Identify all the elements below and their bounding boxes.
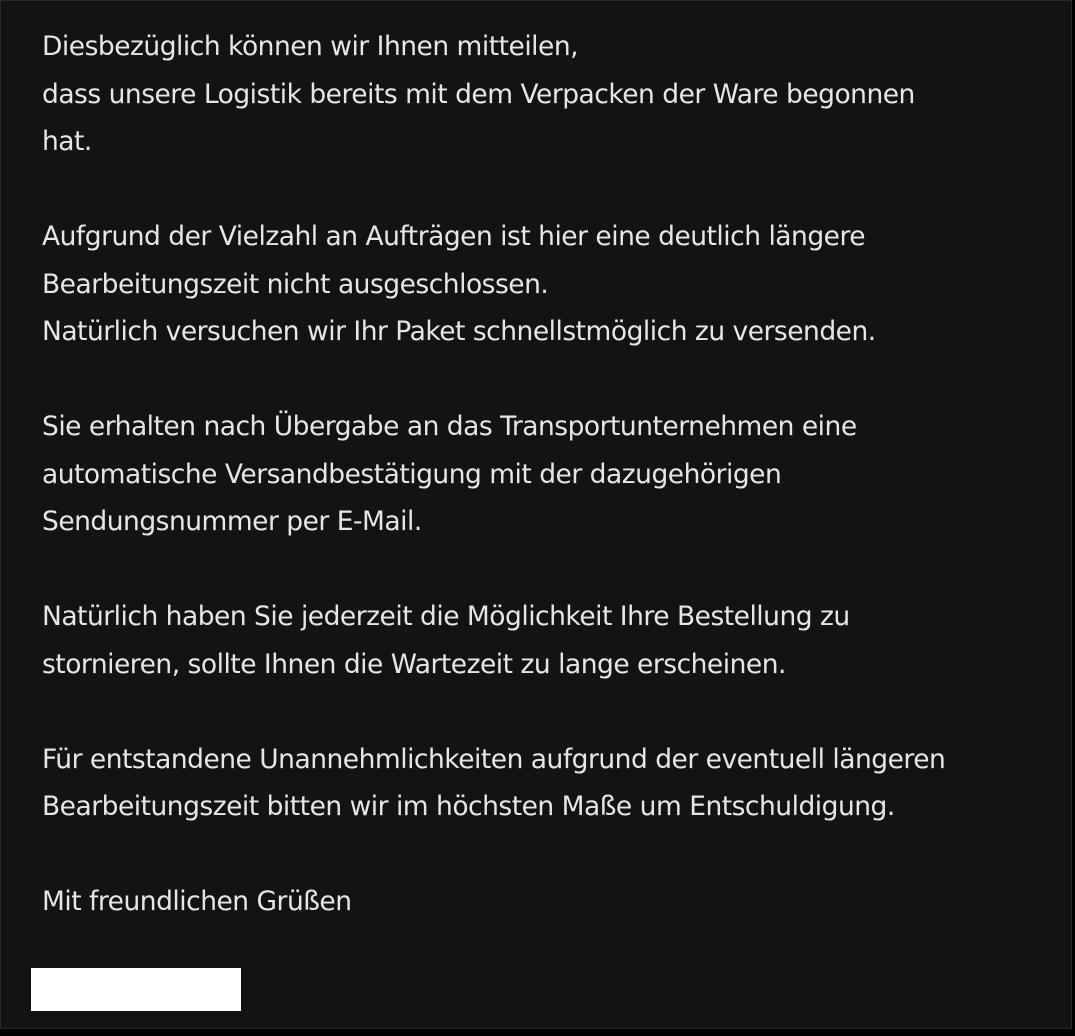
redacted-signature-block xyxy=(31,968,241,1011)
paragraph-shipping-confirmation xyxy=(42,403,1052,546)
text-line: Bearbeitungszeit bitten wir im höchsten Maße um Entschuldigung. xyxy=(42,791,895,822)
paragraph-apology xyxy=(42,736,1052,831)
text-line: hat. xyxy=(42,126,92,157)
text-line: Sie erhalten nach Übergabe an das Transportunternehmen eine xyxy=(42,411,857,442)
text-line: Natürlich haben Sie jederzeit die Möglichkeit Ihre Bestellung zu xyxy=(42,601,850,632)
text-line: Aufgrund der Vielzahl an Aufträgen ist hier eine deutlich längere xyxy=(42,221,866,252)
text-line: Für entstandene Unannehmlichkeiten aufgrund der eventuell längeren xyxy=(42,743,946,775)
text-line: Bearbeitungszeit nicht ausgeschlossen. xyxy=(42,268,549,300)
paragraph-cancellation xyxy=(42,593,1052,688)
text-line: dass unsere Logistik bereits mit dem Verpacken der Ware begonnen xyxy=(42,78,915,110)
email-message xyxy=(42,23,1052,973)
text-line: Sendungsnummer per E-Mail. xyxy=(42,506,422,537)
text-line: Diesbezüglich können wir Ihnen mitteilen, xyxy=(42,31,579,62)
text-line: automatische Versandbestätigung mit der dazugehörigen xyxy=(42,458,782,490)
paragraph-processing-time xyxy=(42,213,1052,356)
paragraph-closing xyxy=(42,878,1052,926)
text-line: Natürlich versuchen wir Ihr Paket schnellstmöglich zu versenden. xyxy=(42,316,876,347)
paragraph-packing-status xyxy=(42,23,1052,166)
closing-salutation: Mit freundlichen Grüßen xyxy=(42,886,352,917)
text-line: stornieren, sollte Ihnen die Wartezeit zu lange erscheinen. xyxy=(42,648,786,680)
